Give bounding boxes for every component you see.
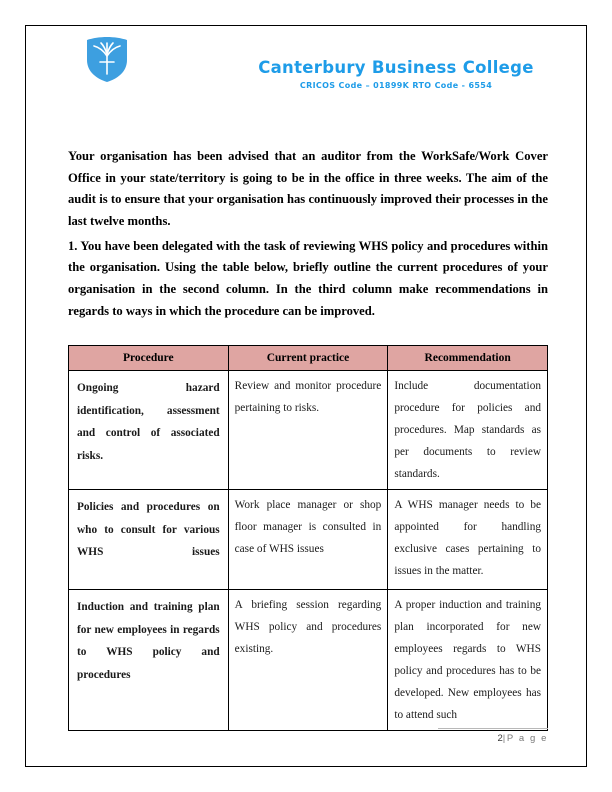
cell-recommendation-text: Include documentation procedure for policies and procedures. Map standards as per documents to review standards.	[394, 380, 541, 481]
footer-page-word: P a g e	[506, 733, 548, 744]
cell-procedure	[69, 490, 229, 590]
cell-current-practice-text: Work place manager or shop floor manager is consulted in case of WHS issues	[234, 499, 382, 556]
brand-subtitle: CRICOS Code – 01899K RTO Code - 6554	[299, 81, 493, 91]
table-header-row	[69, 346, 548, 371]
footer-divider	[438, 728, 548, 729]
whs-review-table	[68, 345, 548, 731]
cell-current-practice	[228, 371, 388, 490]
paragraph-question-1: 1. You have been delegated with the task of reviewing WHS policy and procedures within the organisation. Using the table below, briefly outline the current procedures of your organisation in the second column. In the third column make recommendations in regards to ways in which the procedure can be improved.	[68, 238, 548, 318]
table-row	[69, 590, 548, 731]
cell-recommendation-text: A proper induction and training plan incorporated for new employees regards to WHS policy and procedures has to be developed. New employees has to attend such	[394, 599, 541, 722]
cell-current-practice-text: Review and monitor procedure pertaining to risks.	[234, 380, 382, 415]
page-number-label	[428, 733, 548, 744]
cell-recommendation	[388, 590, 548, 731]
cell-current-practice	[228, 590, 388, 731]
paragraph-intro: Your organisation has been advised that an auditor from the WorkSafe/Work Cover Office in your state/territory is going to be in the office in three weeks. The aim of the audit is to ensure that your organisation has continuously improved their processes in the last twelve months.	[68, 149, 548, 228]
column-header-recommendation: Recommendation	[388, 346, 548, 371]
brand-title: Canterbury Business College	[258, 58, 534, 77]
cell-procedure	[69, 590, 229, 731]
table-row	[69, 490, 548, 590]
cell-procedure-text: Policies and procedures on who to consult for various WHS issues	[77, 501, 220, 559]
document-footer	[428, 728, 548, 744]
document-page	[25, 25, 587, 767]
brand-block	[246, 59, 546, 90]
whs-review-table-wrapper	[68, 345, 548, 731]
cell-recommendation-text: A WHS manager needs to be appointed for handling exclusive cases pertaining to issues in the matter.	[394, 499, 541, 578]
cell-procedure-text: Ongoing hazard identification, assessment and control of associated risks.	[77, 382, 220, 462]
cell-recommendation	[388, 371, 548, 490]
table-row	[69, 371, 548, 490]
document-body	[68, 146, 548, 324]
page-content-area	[26, 26, 586, 766]
cell-procedure	[69, 371, 229, 490]
footer-page-number: 2	[497, 733, 503, 744]
cell-procedure-text: Induction and training plan for new employees in regards to WHS policy and procedures	[77, 601, 220, 681]
shield-fountain-logo-icon	[83, 34, 131, 84]
footer-separator: |	[502, 733, 507, 744]
document-header	[26, 26, 586, 116]
table-body	[69, 371, 548, 731]
cell-recommendation	[388, 490, 548, 590]
table-header	[69, 346, 548, 371]
column-header-current-practice: Current practice	[228, 346, 388, 371]
cell-current-practice	[228, 490, 388, 590]
cell-current-practice-text: A briefing session regarding WHS policy and procedures existing.	[234, 599, 382, 656]
column-header-procedure: Procedure	[69, 346, 229, 371]
